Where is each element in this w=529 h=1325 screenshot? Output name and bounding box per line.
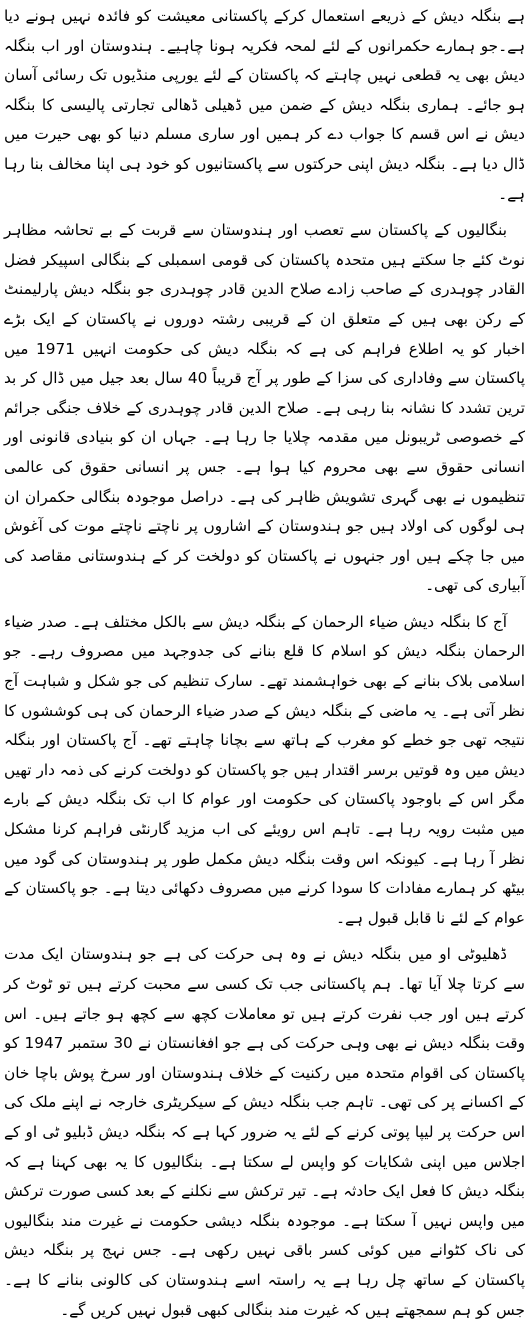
paragraph-3: آج کا بنگلہ دیش ضیاء الرحمان کے بنگلہ دیش سے بالکل مختلف ہے۔ صدر ضیاء الرحمان بنگلہ دیش کو اسلام کا قلع بنانے کی جدوجہد میں مصروف رہے۔ جو اسلامی بلاک بنانے کے بھی خواہشمند تھے۔ سارک تنظیم کی جو شکل و شباہت آج نظر آتی ہے۔ یہ ماضی کے بنگلہ دیش کے صدر ضیاء الرحمان کی ہی کوششوں کا نتیجہ تھی جو خطے کو مغرب کے ہاتھ سے بچانا چاہتے تھے۔ آج پاکستان اور بنگلہ دیش میں وہ قوتیں برسر اقتدار ہیں جو پاکستان کو دولخت کرنے کی ذمہ دار تھیں مگر اس کے باوجود پاکستان کی حکومت اور عوام کا اب تک بنگلہ دیش کے بارے میں مثبت رویہ رہا ہے۔ تاہم اس رویئے کی اب مزید گارنٹی فراہم کرنا مشکل نظر آ رہا ہے۔ کیونکہ اس وقت بنگلہ دیش مکمل طور پر ہندوستان کی گود میں بیٹھ کر ہمارے مفادات کا سودا کرنے میں مصروف دکھائی دیتا ہے۔ جو پاکستان کے عوام کے لئے نا قابل قبول ہے۔ (4, 612, 525, 927)
paragraph-1: ہے بنگلہ دیش کے ذریعے استعمال کرکے پاکستانی معیشت کو فائدہ نہیں ہونے دیا ہے۔جو ہمارے حکمرانوں کے لئے لمحہ فکریہ ہونا چاہیے۔ ہندوستان اور اب بنگلہ دیش بھی یہ قطعی نہیں چاہتے کہ پاکستان کے لئے یورپی منڈیوں تک رسائی آسان ہو جائے۔ ہماری بنگلہ دیش کے ضمن میں ڈھیلی ڈھالی تجارتی پالیسی کا بنگلہ دیش نے اس قسم کا جواب دے کر ہمیں اور ساری مسلم دنیا کو بھی حیرت میں ڈال دیا ہے۔ بنگلہ دیش اپنی حرکتوں سے پاکستانیوں کو خود ہی اپنا مخالف بنا رہا ہے۔ (4, 7, 525, 203)
article-body (4, 2, 525, 1319)
paragraph-2: بنگالیوں کے پاکستان سے تعصب اور ہندوستان سے قربت کے بے تحاشہ مظاہر نوٹ کئے جا سکتے ہیں متحدہ پاکستان کی قومی اسمبلی کے بنگالی اسپیکر فضل القادر چوہدری کے صاحب زادے صلاح الدین قادر چوہدری جو بنگلہ دیش پارلیمنٹ کے رکن بھی ہیں کے متعلق ان کے قریبی رشتہ دوروں نے پاکستان کے ایک بڑے اخبار کو یہ اطلاع فراہم کی ہے کہ بنگلہ دیش کی حکومت انہیں 1971 میں پاکستان سے وفاداری کی سزا کے طور پر آج قریباً 40 سال بعد جیل میں ڈال کر بد ترین تشدد کا نشانہ بنا رہی ہے۔ صلاح الدین قادر چوہدری کے خلاف جنگی جرائم کے خصوصی ٹریبونل میں مقدمہ چلایا جا رہا ہے۔ جہاں ان کو بنیادی قانونی اور انسانی حقوق سے بھی محروم کیا ہوا ہے۔ جس پر انسانی حقوق کی عالمی تنظیموں نے بھی گہری تشویش ظاہر کی ہے۔ دراصل موجودہ بنگالی حکمران ان ہی لوگوں کی اولاد ہیں جو ہندوستان کے اشاروں پر ناچتے ناچتے موت کی آغوش میں جا چکے ہیں اور جنہوں نے پاکستان کو دولخت کر کے ہندوستانی مقاصد کی آبیاری کی تھی۔ (4, 221, 525, 595)
paragraph-4: ڈھلیوٹی او میں بنگلہ دیش نے وہ ہی حرکت کی ہے جو ہندوستان ایک مدت سے کرتا چلا آیا تھا۔ ہم پاکستانی جب تک کسی سے محبت کرتے ہیں تو ٹوٹ کر کرتے ہیں اور جب نفرت کرتے ہیں تو معاملات کچھ سے کچھ ہو جاتے ہیں۔ اس وقت بنگلہ دیش نے بھی وہی حرکت کی ہے جو افغانستان نے 30 ستمبر 1947 کو پاکستان کی اقوام متحدہ میں رکنیت کے خلاف ہندوستان اور سرخ پوش باچا خان کے اکسانے پر کی تھی۔ تاہم جب بنگلہ دیش کے سیکریٹری خارجہ نے اپنے ملک کی اس حرکت پر لیپا پوتی کرنے کے لئے یہ ضرور کہا ہے کہ بنگلہ دیش ڈبلیو ٹی او کے اجلاس میں اپنی شکایات کو واپس لے سکتا ہے۔ بنگالیوں کا یہ بھی کہنا ہے کہ بنگلہ دیش کا فعل ایک حادثہ ہے۔ تیر ترکش سے نکلنے کے بعد کسی صورت ترکش میں واپس نہیں آ سکتا ہے۔ موجودہ بنگلہ دیشی حکومت نے غیرت مند بنگالیوں کی ناک کٹوانے میں کوئی کسر باقی نہیں رکھی ہے۔ جس نہج پر بنگلہ دیش پاکستان کے ساتھ چل رہا ہے یہ راستہ اسے ہندوستان کی کالونی بنانے کا ہے۔ جس کو ہم سمجھتے ہیں کہ غیرت مند بنگالی کبھی قبول نہیں کریں گے۔ (4, 945, 525, 1319)
